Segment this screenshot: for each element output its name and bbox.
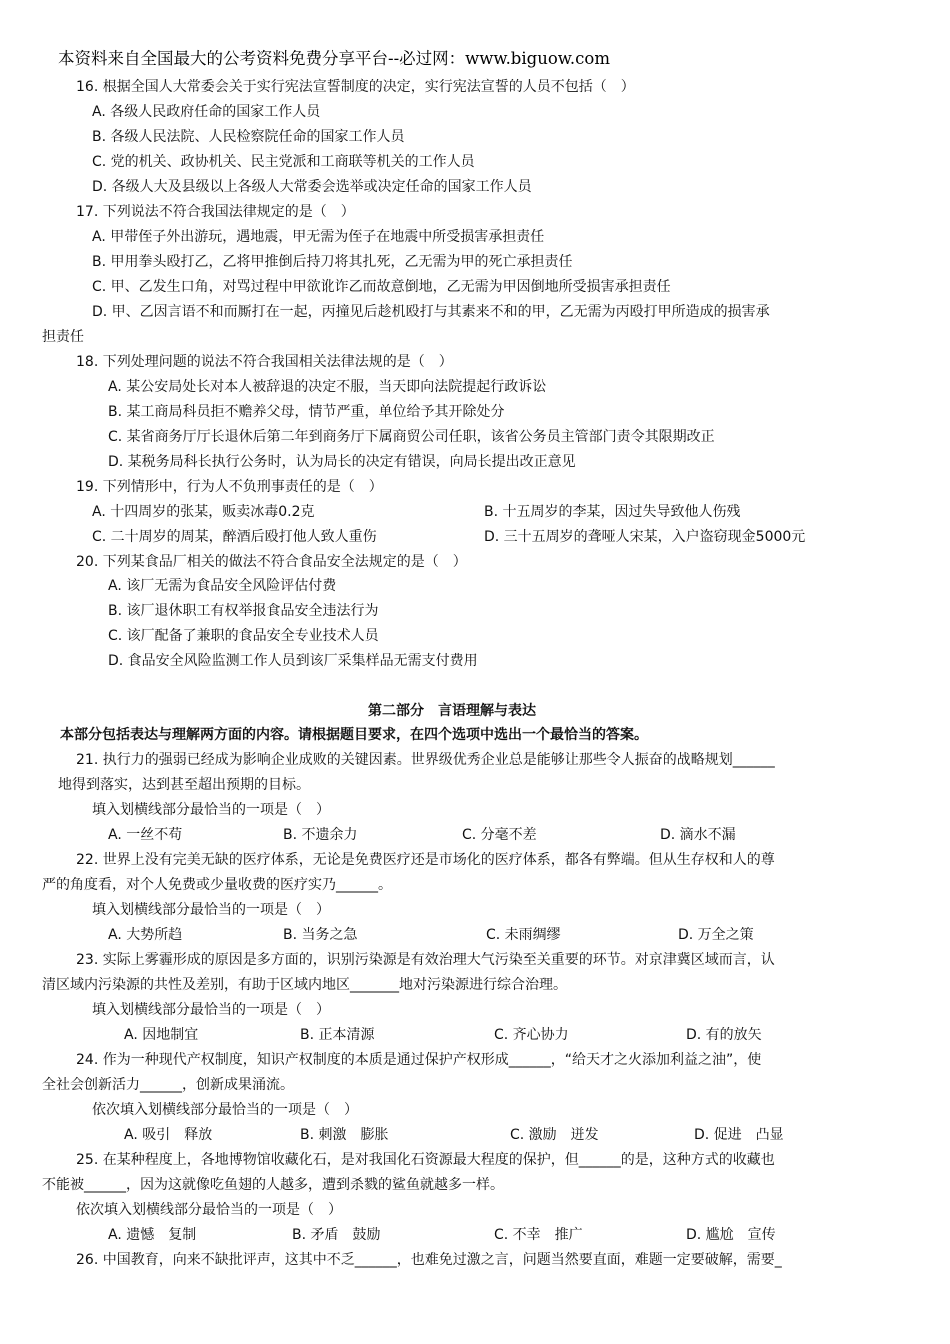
q17-option-d-continued: 担责任 — [42, 329, 84, 345]
q24-option-c: C. 激励 迸发 — [510, 1127, 599, 1143]
q22-option-c: C. 未雨绸缪 — [486, 927, 561, 943]
q21-option-a: A. 一丝不苟 — [108, 827, 183, 843]
q24-option-b: B. 刺激 膨胀 — [300, 1127, 389, 1143]
q25-option-c: C. 不幸 推广 — [494, 1227, 583, 1243]
q17-stem: 17. 下列说法不符合我国法律规定的是（ ） — [76, 204, 355, 220]
section-intro: 本部分包括表达与理解两方面的内容。请根据题目要求，在四个选项中选出一个最恰当的答案。 — [60, 727, 648, 743]
q25-stem-line2: 不能被______，因为这就像吃鱼翅的人越多，遭到杀戮的鲨鱼就越多一样。 — [42, 1177, 504, 1193]
q18-option-b: B. 某工商局科员拒不赡养父母，情节严重，单位给予其开除处分 — [108, 404, 505, 420]
q18-option-c: C. 某省商务厅厅长退休后第二年到商务厅下属商贸公司任职，该省公务员主管部门责令其限期改正 — [108, 429, 715, 445]
q21-option-d: D. 滴水不漏 — [660, 827, 736, 843]
q16-option-a: A. 各级人民政府任命的国家工作人员 — [92, 104, 321, 120]
q21-stem-line1: 21. 执行力的强弱已经成为影响企业成败的关键因素。世界级优秀企业总是能够让那些令人振奋的战略规划______ — [76, 752, 775, 768]
q16-option-d: D. 各级人大及县级以上各级人大常委会选举或决定任命的国家工作人员 — [92, 179, 532, 195]
q16-stem: 16. 根据全国人大常委会关于实行宪法宣誓制度的决定，实行宪法宣誓的人员不包括（ ） — [76, 79, 635, 95]
q22-option-b: B. 当务之急 — [283, 927, 358, 943]
q22-stem-line2: 严的角度看，对个人免费或少量收费的医疗实乃______。 — [42, 877, 392, 893]
q21-option-c: C. 分毫不差 — [462, 827, 537, 843]
q18-option-a: A. 某公安局处长对本人被辞退的决定不服，当天即向法院提起行政诉讼 — [108, 379, 547, 395]
q26-stem-line1: 26. 中国教育，向来不缺批评声，这其中不乏______，也难免过激之言，问题当然要直面，难题一定要破解，需要_ — [76, 1252, 782, 1268]
q23-option-c: C. 齐心协力 — [494, 1027, 569, 1043]
q20-option-c: C. 该厂配备了兼职的食品安全专业技术人员 — [108, 628, 379, 644]
q19-option-d: D. 三十五周岁的聋哑人宋某，入户盗窃现金5000元 — [484, 529, 806, 545]
q25-option-b: B. 矛盾 鼓励 — [292, 1227, 381, 1243]
q17-option-d: D. 甲、乙因言语不和而厮打在一起，丙撞见后趁机殴打与其素来不和的甲，乙无需为丙殴打甲所造成的损害承 — [92, 304, 770, 320]
q22-option-a: A. 大势所趋 — [108, 927, 183, 943]
q22-option-d: D. 万全之策 — [678, 927, 754, 943]
q24-stem-line1: 24. 作为一种现代产权制度，知识产权制度的本质是通过保护产权形成______，“给天才之火添加利益之油”，使 — [76, 1052, 762, 1068]
q25-option-d: D. 尴尬 宣传 — [686, 1227, 776, 1243]
q18-stem: 18. 下列处理问题的说法不符合我国相关法律法规的是（ ） — [76, 354, 453, 370]
q25-prompt: 依次填入划横线部分最恰当的一项是（ ） — [76, 1202, 342, 1218]
q20-stem: 20. 下列某食品厂相关的做法不符合食品安全法规定的是（ ） — [76, 554, 467, 570]
q16-option-c: C. 党的机关、政协机关、民主党派和工商联等机关的工作人员 — [92, 154, 475, 170]
page-header: 本资料来自全国最大的公考资料免费分享平台--必过网：www.biguow.com — [58, 49, 611, 68]
q25-stem-line1: 25. 在某种程度上，各地博物馆收藏化石，是对我国化石资源最大程度的保护，但______的是，这种方式的收藏也 — [76, 1152, 775, 1168]
q19-option-b: B. 十五周岁的李某，因过失导致他人伤残 — [484, 504, 741, 520]
q22-stem-line1: 22. 世界上没有完美无缺的医疗体系，无论是免费医疗还是市场化的医疗体系，都各有弊端。但从生存权和人的尊 — [76, 852, 775, 868]
q19-stem: 19. 下列情形中，行为人不负刑事责任的是（ ） — [76, 479, 383, 495]
q25-option-a: A. 遗憾 复制 — [108, 1227, 197, 1243]
q18-option-d: D. 某税务局科长执行公务时，认为局长的决定有错误，向局长提出改正意见 — [108, 454, 576, 470]
q20-option-d: D. 食品安全风险监测工作人员到该厂采集样品无需支付费用 — [108, 653, 478, 669]
q21-prompt: 填入划横线部分最恰当的一项是（ ） — [92, 802, 330, 818]
q17-option-c: C. 甲、乙发生口角，对骂过程中甲欲讹诈乙而故意倒地，乙无需为甲因倒地所受损害承担责任 — [92, 279, 671, 295]
q23-stem-line2: 清区域内污染源的共性及差别，有助于区域内地区_______地对污染源进行综合治理。 — [42, 977, 567, 993]
q23-option-b: B. 正本清源 — [300, 1027, 375, 1043]
q20-option-a: A. 该厂无需为食品安全风险评估付费 — [108, 578, 337, 594]
q23-option-a: A. 因地制宜 — [124, 1027, 199, 1043]
q23-prompt: 填入划横线部分最恰当的一项是（ ） — [92, 1002, 330, 1018]
q17-option-b: B. 甲用拳头殴打乙，乙将甲推倒后持刀将其扎死，乙无需为甲的死亡承担责任 — [92, 254, 573, 270]
section-title: 第二部分 言语理解与表达 — [368, 703, 536, 719]
q21-stem-line2: 地得到落实，达到甚至超出预期的目标。 — [58, 777, 310, 793]
q24-prompt: 依次填入划横线部分最恰当的一项是（ ） — [92, 1102, 358, 1118]
q23-stem-line1: 23. 实际上雾霾形成的原因是多方面的，识别污染源是有效治理大气污染至关重要的环节。对京津冀区域而言，认 — [76, 952, 775, 968]
q21-option-b: B. 不遗余力 — [283, 827, 358, 843]
q24-stem-line2: 全社会创新活力______，创新成果涌流。 — [42, 1077, 294, 1093]
q16-option-b: B. 各级人民法院、人民检察院任命的国家工作人员 — [92, 129, 405, 145]
q19-option-c: C. 二十周岁的周某，醉酒后殴打他人致人重伤 — [92, 529, 377, 545]
q22-prompt: 填入划横线部分最恰当的一项是（ ） — [92, 902, 330, 918]
q17-option-a: A. 甲带侄子外出游玩，遇地震，甲无需为侄子在地震中所受损害承担责任 — [92, 229, 545, 245]
q24-option-a: A. 吸引 释放 — [124, 1127, 213, 1143]
q19-option-a: A. 十四周岁的张某，贩卖冰毒0.2克 — [92, 504, 315, 520]
q23-option-d: D. 有的放矢 — [686, 1027, 762, 1043]
q24-option-d: D. 促进 凸显 — [694, 1127, 784, 1143]
q20-option-b: B. 该厂退休职工有权举报食品安全违法行为 — [108, 603, 379, 619]
